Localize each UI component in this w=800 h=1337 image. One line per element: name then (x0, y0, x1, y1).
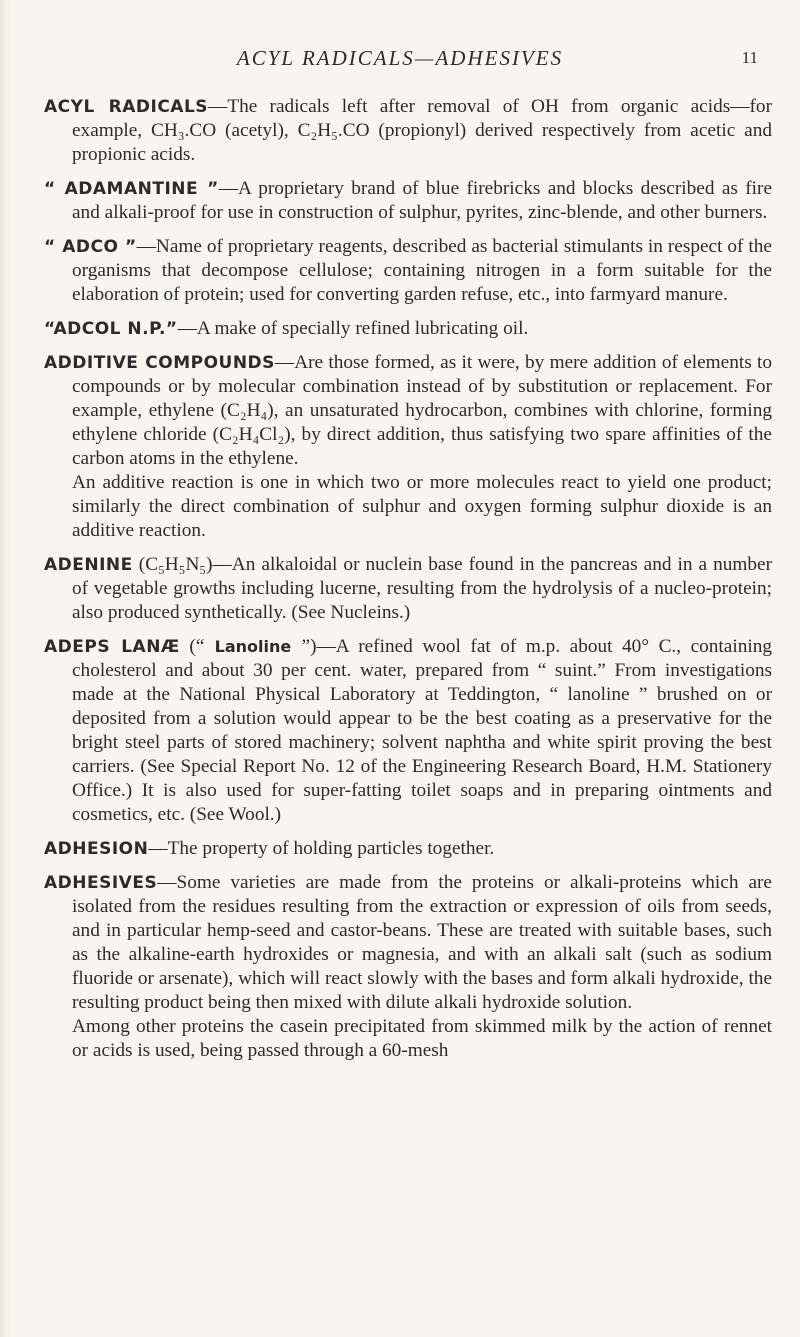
headword: ADDITIVE COMPOUNDS (44, 353, 275, 373)
entry-continuation (72, 1015, 772, 1063)
entry-text: —Some varieties are made from the proteins or alkali-proteins which are isolated from the residues resulting from the extraction or expression of oils from seeds, and in particular hemp-seed and castor-beans. These are treated with suitable bases, such as the alkaline-earth hydroxides or magnesia, and with an alkali salt (such as sodium fluoride or arsenate), which will react slowly with the bases and form alkali hydroxide, the resulting product being then mixed with dilute alkali hydroxide solution. (72, 872, 772, 1013)
entry-adhesives (44, 871, 772, 1063)
entry-text: —Are those formed, as it were, by mere addition of elements to compounds or by molecular combination instead of by substitution or replacement. For example, ethylene (C₂H₄), an unsaturated hydrocarbon, combines with chlorine, forming ethylene chloride (C₂H₄Cl₂), by direct addition, thus satisfying two spare affinities of the carbon atoms in the ethylene. (72, 352, 772, 469)
headword: “ ADAMANTINE ” (44, 179, 219, 199)
entry-adenine (44, 553, 772, 625)
entry-text: (C₅H₅N₅)—An alkaloidal or nuclein base found in the pancreas and in a number of vegetable growths including lucerne, resulting from the hydrolysis of a nucleo-protein; also produced synthetically. (See Nucleins.) (72, 554, 772, 623)
entry-additive-compounds (44, 351, 772, 543)
entry-text: —The radicals left after removal of OH from organic acids—for example, CH₃.CO (acetyl), C₂H₅.CO (propionyl) derived respectively from acetic and propionic acids. (72, 96, 772, 165)
headword: ADHESION (44, 839, 149, 859)
running-title: ACYL RADICALS—ADHESIVES (236, 46, 564, 70)
entry-text: —A proprietary brand of blue firebricks and blocks described as fire and alkali-proof for use in construction of sulphur, pyrites, zinc-blende, and other burners. (72, 178, 772, 223)
running-head (0, 46, 800, 76)
page-number: 11 (741, 48, 758, 67)
entry-text-pre: (“ (179, 636, 205, 657)
synonym-lanoline: Lanoline (204, 637, 302, 656)
entry-text: —Name of proprietary reagents, described as bacterial stimulants in respect of the organisms that decompose cellulose; containing nitrogen in a form suitable for the elaboration of protein; used for converting garden refuse, etc., into farmyard manure. (72, 236, 772, 305)
entry-text: —A make of specially refined lubricating oil. (177, 318, 529, 339)
entry-text: ”)—A refined wool fat of m.p. about 40° C., containing cholesterol and about 30 per cent. water, prepared from “ suint.” From investigations made at the National Physical Laboratory at Teddington, “ lanoline ” brushed on or deposited from a solution would appear to be the best coating as a preservative for the bright steel parts of stored machinery; solvent naphtha and white spirit proving the best carriers. (See Special Report No. 12 of the Engineering Research Board, H.M. Stationery Office.) It is also used for super-fatting toilet soaps and in preparing ointments and cosmetics, etc. (See Wool.) (72, 636, 772, 825)
entry-adco (44, 235, 772, 307)
entry-list (0, 95, 800, 1073)
entry-continuation (72, 471, 772, 543)
entry-acyl-radicals (44, 95, 772, 167)
headword: ADEPS LANÆ (44, 637, 180, 657)
entry-text: —The property of holding particles together. (148, 838, 495, 859)
entry-text-2: Among other proteins the casein precipitated from skimmed milk by the action of rennet or acids is used, being passed through a 60-mesh (72, 1016, 772, 1061)
headword: ACYL RADICALS (44, 97, 209, 117)
entry-text-2: An additive reaction is one in which two or more molecules react to yield one product; similarly the direct combination of sulphur and oxygen forming sulphur dioxide is an additive reaction. (72, 472, 772, 541)
headword: “ ADCO ” (44, 237, 137, 257)
headword: “ADCOL N.P.” (44, 319, 178, 339)
entry-adhesion (44, 837, 772, 861)
entry-adeps-lanae (44, 635, 772, 827)
entry-adcol (44, 317, 772, 341)
entry-adamantine (44, 177, 772, 225)
headword: ADENINE (44, 555, 133, 575)
headword: ADHESIVES (44, 873, 158, 893)
